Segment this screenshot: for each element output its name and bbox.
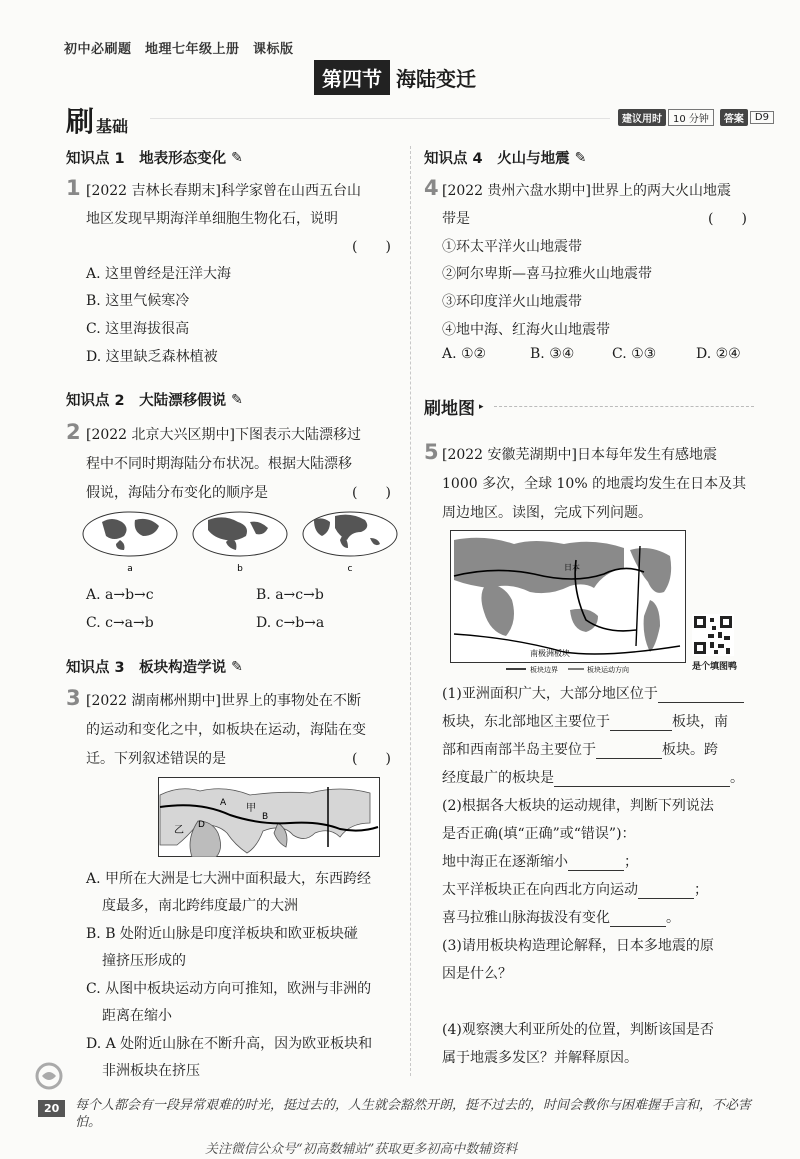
time-tag [618,109,774,126]
knowledge-point-3 [66,656,243,677]
q5-sub3-line1: (3)请用板块构造理论解释，日本多地震的原 [442,938,714,954]
answer-label: 答案 [720,109,748,126]
q5-sub3-line2: 因是什么？ [442,966,512,982]
q2-option-d[interactable]: D. c→b→a [256,615,325,631]
kp2-label: 知识点 2 大陆漂移假说 [66,393,227,409]
q3-option-d-1[interactable]: D. A 处附近山脉在不断升高，因为欧亚板块和 [86,1036,373,1052]
answer-blank[interactable] [610,910,666,927]
q4-item-3: ③环印度洋火山地震带 [442,294,582,310]
question-number-2: 2 [66,420,81,444]
section-number: 第四节 [314,60,390,95]
drift-map-b [193,512,287,574]
book-header: 初中必刷题 地理七年级上册 课标版 [64,42,294,57]
knowledge-point-2 [66,389,243,410]
q3-option-b-1[interactable]: B. B 处附近山脉是印度洋板块和欧亚板块碰 [86,926,358,942]
map-label-antarctic-plate: 南极洲板块 [530,649,570,658]
legend-plate-boundary: 板块边界 [530,666,558,674]
answer-blank[interactable] [554,770,730,787]
q2-option-b[interactable]: B. a→c→b [256,587,324,603]
time-value: 10 分钟 [668,109,714,126]
q3-answer-paren[interactable]: ( ) [352,751,391,767]
kp1-label: 知识点 1 地表形态变化 [66,151,227,167]
section-name: 海陆变迁 [396,66,476,91]
q4-option-b[interactable]: B. ③④ [530,346,575,362]
q3-option-c-1[interactable]: C. 从图中板块运动方向可推知，欧洲与非洲的 [86,981,372,997]
drift-map-c [303,512,397,574]
q1-option-b[interactable]: B. 这里气候寒冷 [86,293,190,309]
q5-sub1-text-b: 板块，东北部地区主要位于 [442,714,610,730]
map-label-a: A [220,798,227,808]
kp3-label: 知识点 3 板块构造学说 [66,660,227,676]
q4-option-d[interactable]: D. ②④ [696,346,741,362]
map-label-japan: 日本 [564,563,580,572]
q3-option-a-1[interactable]: A. 甲所在大洲是七大洲中面积最大，东西跨经 [86,871,372,887]
qr-code[interactable] [692,614,734,656]
kp4-label: 知识点 4 火山与地震 [424,151,570,167]
q5-sub1-text-a: (1)亚洲面积广大，大部分地区位于 [442,686,658,702]
q1-option-d[interactable]: D. 这里缺乏森林植被 [86,349,218,365]
answer-blank[interactable] [638,882,694,899]
q5-sub2-line3 [442,851,638,871]
header-rule [150,118,610,119]
answer-blank[interactable] [610,714,672,731]
continental-drift-maps [80,508,400,580]
q5-sub1-text-e: 板块。跨 [662,742,718,758]
q4-answer-paren[interactable]: ( ) [708,211,747,227]
q5-line-3: 周边地区。读图，完成下列问题。 [442,505,652,521]
q5-line-2: 1000 多次，全球 10% 的地震均发生在日本及其 [442,476,747,492]
q3-option-a-2: 度最多，南北跨纬度最广的大洲 [102,898,298,914]
q5-sub1-line4 [442,767,744,787]
question-number-1: 1 [66,176,81,200]
q5-sub1-text-c: 板块，南 [672,714,728,730]
q5-sub2-line2: 是否正确(填“正确”或“错误”)： [442,826,636,842]
jichu-label: 基础 [96,117,129,136]
q5-line-1: [2022 安徽芜湖期中]日本每年发生有感地震 [442,447,718,463]
answer-blank[interactable] [658,686,744,703]
map-label-d: D [198,820,205,830]
shua-char: 刷 [66,105,95,138]
q2-answer-paren[interactable]: ( ) [352,485,391,501]
q4-line-2: 带是 [442,211,470,227]
knowledge-point-4 [424,147,586,168]
q3-option-c-2: 距离在缩小 [102,1008,172,1024]
q3-line-2: 的运动和变化之中，如板块在运动，海陆在变 [86,722,366,738]
question-number-5: 5 [424,440,439,464]
q2-option-c[interactable]: C. c→a→b [86,615,154,631]
q1-line-1: [2022 吉林长春期末]科学家曾在山西五台山 [86,183,362,199]
q2-line-2: 程中不同时期海陆分布状况。根据大陆漂移 [86,456,352,472]
pencil-check-icon: ✎ [231,391,243,408]
world-plate-map [450,530,686,674]
column-divider [410,146,411,1076]
q5-sub1-line3 [442,739,718,759]
answer-value: D9 [750,111,774,124]
q5-sub2-stmt-2: 太平洋板块正在向西北方向运动 [442,882,638,898]
q5-sub2-end: 。 [666,910,680,926]
map-label-b: b [237,564,243,574]
q1-option-c[interactable]: C. 这里海拔很高 [86,321,190,337]
legend-plate-motion: 板块运动方向 [587,666,629,674]
q5-sub1-text-g: 。 [730,770,744,786]
shuditu-label: 刷地图 [424,399,475,419]
question-number-4: 4 [424,176,439,200]
q4-option-a[interactable]: A. ①② [442,346,487,362]
answer-blank[interactable] [596,742,662,759]
pencil-check-icon: ✎ [231,658,243,675]
q5-sub4-line2: 属于地震多发区？并解释原因。 [442,1050,638,1066]
answer-blank[interactable] [568,854,624,871]
map-label-yi: 乙 [174,825,184,836]
q2-line-3: 假说，海陆分布变化的顺序是 [86,485,268,501]
q2-line-1: [2022 北京大兴区期中]下图表示大陆漂移过 [86,427,362,443]
drift-map-a [83,512,177,574]
map-label-a: a [127,564,133,574]
section-title [314,60,476,94]
q5-sub2-line1: (2)根据各大板块的运动规律，判断下列说法 [442,798,714,814]
time-label: 建议用时 [618,109,666,126]
q3-line-1: [2022 湖南郴州期中]世界上的事物处在不断 [86,693,362,709]
q4-line-1: [2022 贵州六盘水期中]世界上的两大火山地震 [442,183,732,199]
shuditu-heading: 刷地图 ▸ [424,394,754,419]
map-label-b: B [262,812,269,822]
map-label-c: c [347,564,353,574]
q5-sub4-line1: (4)观察澳大利亚所处的位置，判断该国是否 [442,1022,714,1038]
q5-sub2-semi-2: ； [694,882,708,898]
q2-option-a[interactable]: A. a→b→c [86,587,154,603]
q5-sub2-stmt-3: 喜马拉雅山脉海拔没有变化 [442,910,610,926]
plate-region-map [158,777,380,857]
pencil-check-icon: ✎ [574,149,587,166]
q5-sub2-line5 [442,907,680,927]
qr-caption: 是个填图鸭 [692,662,738,672]
q3-line-3: 迁。下列叙述错误的是 [86,751,226,767]
q5-sub2-line4 [442,879,708,899]
q1-option-a[interactable]: A. 这里曾经是汪洋大海 [86,266,232,282]
publisher-logo [34,1058,64,1094]
q5-sub1-text-d: 部和西南部半岛主要位于 [442,742,596,758]
q3-option-d-2: 非洲板块在挤压 [102,1063,200,1079]
q3-option-b-2: 撞挤压形成的 [102,953,186,969]
q1-answer-paren[interactable]: ( ) [352,239,391,255]
page-number: 20 [38,1100,65,1117]
q5-sub2-stmt-1: 地中海正在逐渐缩小 [442,854,568,870]
map-label-jia: 甲 [246,803,256,814]
q1-line-2: 地区发现早期海洋单细胞生物化石，说明 [86,211,338,227]
q5-sub1-line1 [442,683,744,703]
q5-sub2-semi-1: ； [624,854,638,870]
q5-sub1-line2 [442,711,728,731]
question-number-3: 3 [66,686,81,710]
q4-item-1: ①环太平洋火山地震带 [442,239,582,255]
q4-option-c[interactable]: C. ①③ [612,346,657,362]
q5-sub1-text-f: 经度最广的板块是 [442,770,554,786]
q4-item-2: ②阿尔卑斯—喜马拉雅火山地震带 [442,266,652,282]
q4-item-4: ④地中海、红海火山地震带 [442,322,610,338]
knowledge-point-1 [66,147,243,168]
shua-jichu-heading [66,100,128,140]
footer-quote: 每个人都会有一段异常艰难的时光，挺过去的，人生就会豁然开朗，挺不过去的，时间会教你与困难握手言和，不必害怕。 [75,1098,752,1130]
pencil-check-icon: ✎ [231,149,243,166]
footer-promo: 关注微信公众号“初高数辅站”获取更多初高中数辅资料 [205,1142,518,1157]
